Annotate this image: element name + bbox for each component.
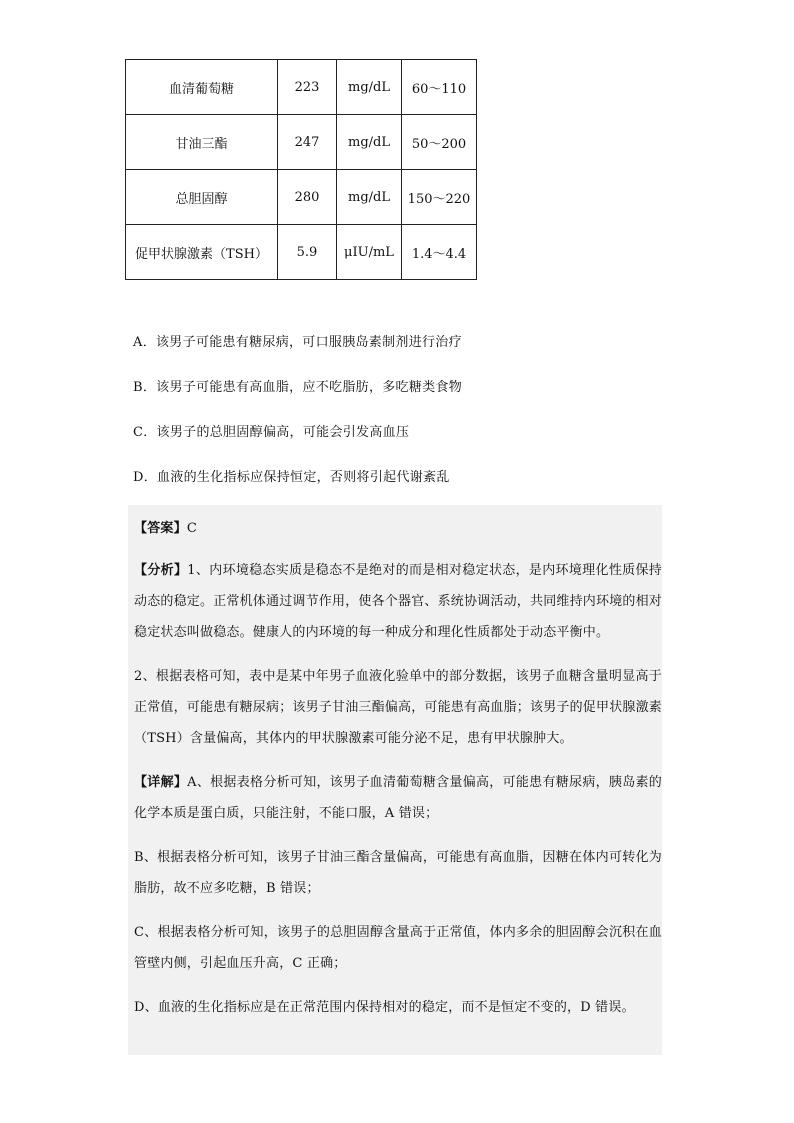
table-row bbox=[126, 170, 477, 225]
answer-explanation-block bbox=[128, 505, 662, 1055]
test-unit-cell: mg/dL bbox=[337, 170, 402, 225]
reference-range-cell: 60～110 bbox=[402, 60, 477, 115]
option-a: A．该男子可能患有糖尿病，可口服胰岛素制剂进行治疗 bbox=[133, 335, 462, 350]
table-row bbox=[126, 225, 477, 280]
answer-options bbox=[133, 333, 673, 513]
test-unit-cell: mg/dL bbox=[337, 60, 402, 115]
detail-text-a: A、根据表格分析可知，该男子血清葡萄糖含量偏高，可能患有糖尿病，胰岛素的化学本质是蛋白质，只能注射，不能口服，A 错误； bbox=[134, 775, 662, 821]
answer-line bbox=[134, 513, 662, 544]
test-value-cell: 5.9 bbox=[278, 225, 337, 280]
detail-paragraph-c: C、根据表格分析可知，该男子的总胆固醇含量高于正常值，体内多余的胆固醇会沉积在血管壁内侧，引起血压升高，C 正确； bbox=[134, 925, 662, 971]
test-value-cell: 280 bbox=[278, 170, 337, 225]
test-name-cell: 总胆固醇 bbox=[126, 170, 278, 225]
analysis-tag: 【分析】 bbox=[134, 563, 188, 578]
test-name-cell: 甘油三酯 bbox=[126, 115, 278, 170]
detail-tag: 【详解】 bbox=[134, 775, 188, 790]
option-b: B．该男子可能患有高血脂，应不吃脂肪，多吃糖类食物 bbox=[133, 380, 463, 395]
table-row bbox=[126, 60, 477, 115]
table-row bbox=[126, 115, 477, 170]
test-unit-cell: mg/dL bbox=[337, 115, 402, 170]
option-d: D．血液的生化指标应保持恒定，否则将引起代谢紊乱 bbox=[133, 470, 450, 485]
analysis-text-1: 1、内环境稳态实质是稳态不是绝对的而是相对稳定状态，是内环境理化性质保持动态的稳定。正常机体通过调节作用，使各个器官、系统协调活动，共同维持内环境的相对稳定状态叫做稳态。健康人的内环境的每一种成分和理化性质都处于动态平衡中。 bbox=[134, 563, 663, 640]
test-name-cell: 促甲状腺激素（TSH） bbox=[126, 225, 278, 280]
test-unit-cell: μIU/mL bbox=[337, 225, 402, 280]
test-value-cell: 247 bbox=[278, 115, 337, 170]
detail-paragraph-a bbox=[134, 767, 662, 829]
lab-results-table bbox=[125, 59, 477, 280]
analysis-paragraph-2: 2、根据表格可知，表中是某中年男子血液化验单中的部分数据，该男子血糖含量明显高于正常值，可能患有糖尿病；该男子甘油三酯偏高，可能患有高血脂；该男子的促甲状腺激素（TSH）含量偏高，其体内的甲状腺激素可能分泌不足，患有甲状腺肿大。 bbox=[134, 669, 663, 746]
test-name-cell: 血清葡萄糖 bbox=[126, 60, 278, 115]
answer-value: C bbox=[186, 521, 197, 536]
reference-range-cell: 150～220 bbox=[402, 170, 477, 225]
test-value-cell: 223 bbox=[278, 60, 337, 115]
answer-tag: 【答案】 bbox=[134, 521, 187, 536]
option-c: C．该男子的总胆固醇偏高，可能会引发高血压 bbox=[133, 425, 410, 440]
detail-paragraph-b: B、根据表格分析可知，该男子甘油三酯含量偏高，可能患有高血脂，因糖在体内可转化为脂肪，故不应多吃糖，B 错误； bbox=[134, 850, 662, 896]
reference-range-cell: 1.4～4.4 bbox=[402, 225, 477, 280]
detail-paragraph-d: D、血液的生化指标应是在正常范围内保持相对的稳定，而不是恒定不变的，D 错误。 bbox=[134, 1000, 635, 1015]
analysis-paragraph-1 bbox=[134, 555, 662, 648]
reference-range-cell: 50～200 bbox=[402, 115, 477, 170]
